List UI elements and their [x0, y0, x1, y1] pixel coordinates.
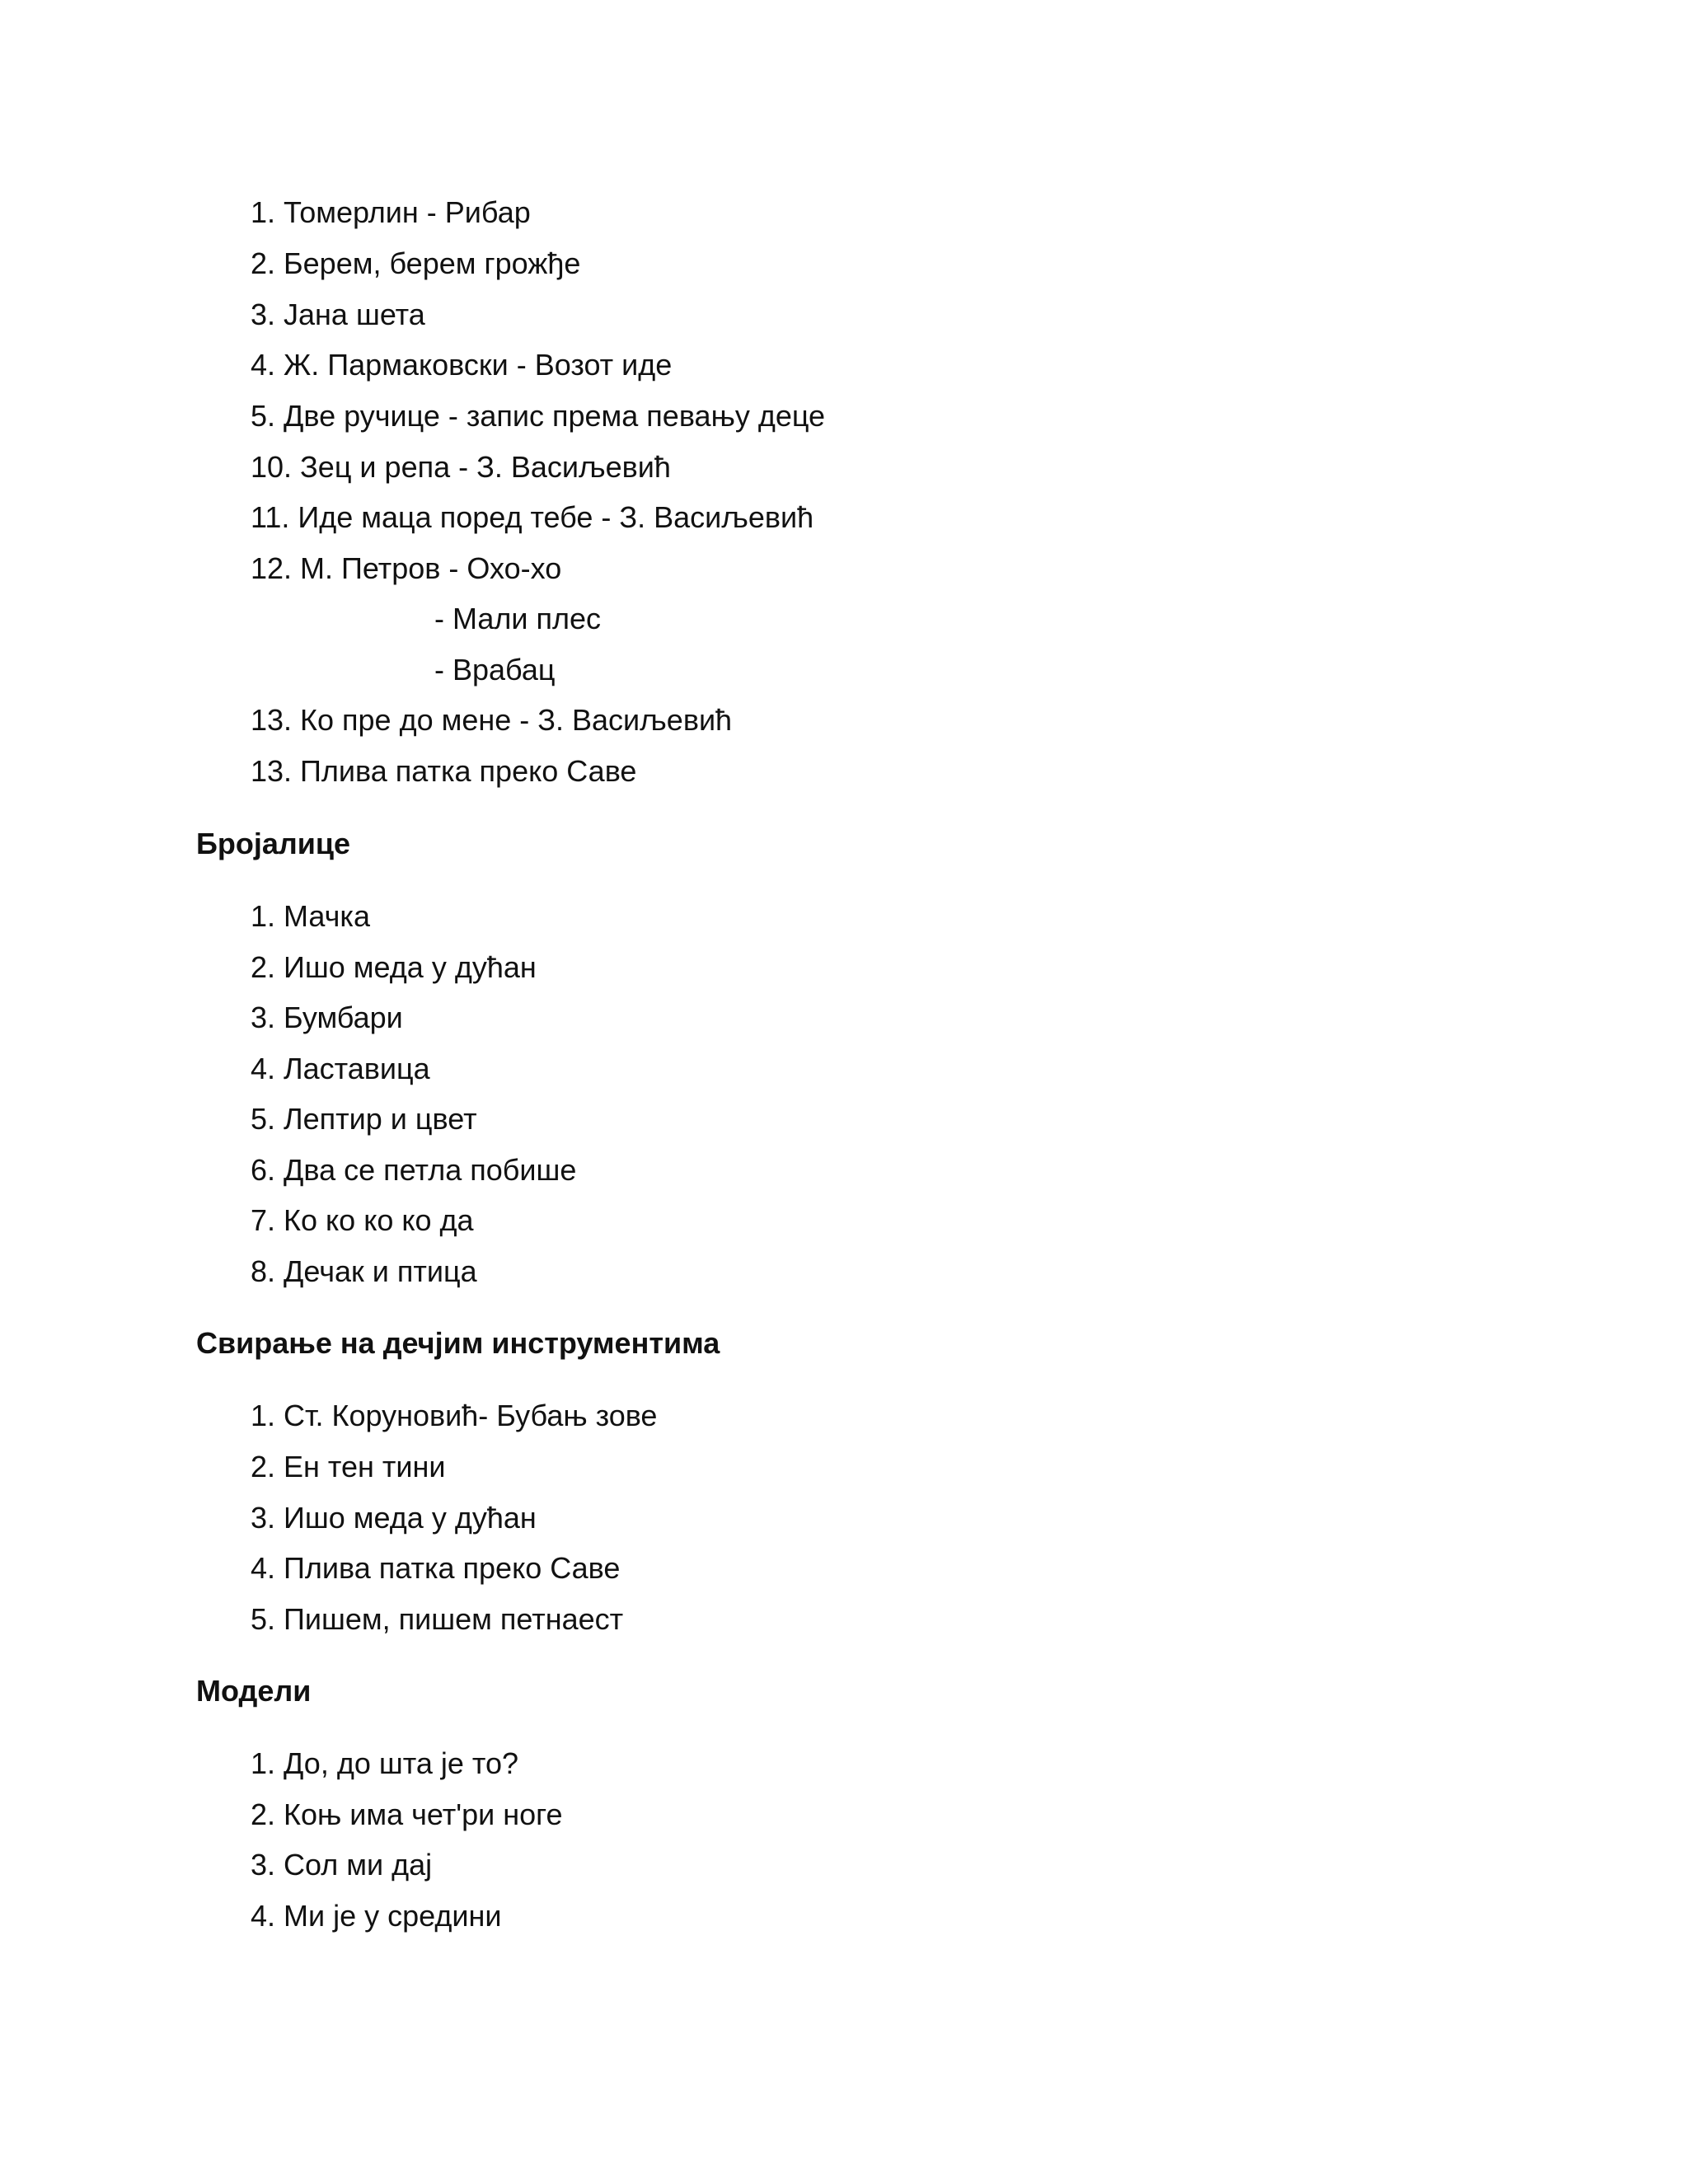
list-item: 5. Лептир и цвет: [251, 1102, 477, 1136]
list-subitem: - Мали плес: [434, 602, 602, 635]
section-heading-counting-rhymes: Бројалице: [196, 827, 351, 860]
list-item: 5. Две ручице - запис према певању деце: [251, 399, 826, 433]
list-item: 7. Ко ко ко ко да: [251, 1203, 474, 1237]
section-heading-models: Модели: [196, 1674, 312, 1708]
list-item: 1. Мачка: [251, 899, 370, 933]
list-item: 2. Ишо меда у дућан: [251, 950, 537, 984]
list-item: 10. Зец и репа - З. Васиљевић: [251, 450, 671, 484]
list-item: 6. Два се петла побише: [251, 1153, 577, 1187]
list-item: 11. Иде маца поред тебе - З. Васиљевић: [251, 500, 814, 534]
list-item: 2. Ен тен тини: [251, 1450, 446, 1483]
list-item: 4. Ми је у средини: [251, 1899, 502, 1933]
list-item: 5. Пишем, пишем петнаест: [251, 1602, 624, 1636]
list-item: 12. М. Петров - Охо-хо: [251, 551, 562, 585]
list-item: 8. Дечак и птица: [251, 1254, 477, 1288]
list-item: 3. Сол ми дај: [251, 1848, 433, 1882]
section-heading-instruments: Свирање на дечјим инструментима: [196, 1326, 720, 1360]
list-item: 4. Ластавица: [251, 1052, 430, 1085]
list-item: 2. Берем, берем грожђе: [251, 246, 581, 280]
list-item: 4. Плива патка преко Саве: [251, 1551, 621, 1585]
list-item: 4. Ж. Пармаковски - Возот иде: [251, 348, 673, 382]
list-item: 13. Ко пре до мене - З. Васиљевић: [251, 703, 733, 737]
list-item: 1. До, до шта је то?: [251, 1746, 519, 1780]
list-item: 2. Коњ има чет'ри ноге: [251, 1797, 563, 1831]
list-item: 1. Томерлин - Рибар: [251, 195, 531, 229]
list-item: 13. Плива патка преко Саве: [251, 754, 637, 788]
list-item: 3. Јана шета: [251, 298, 425, 331]
list-item: 3. Ишо меда у дућан: [251, 1501, 537, 1535]
list-item: 3. Бумбари: [251, 1001, 403, 1034]
list-subitem: - Врабац: [434, 653, 556, 687]
list-item: 1. Ст. Коруновић- Бубањ зове: [251, 1399, 658, 1432]
